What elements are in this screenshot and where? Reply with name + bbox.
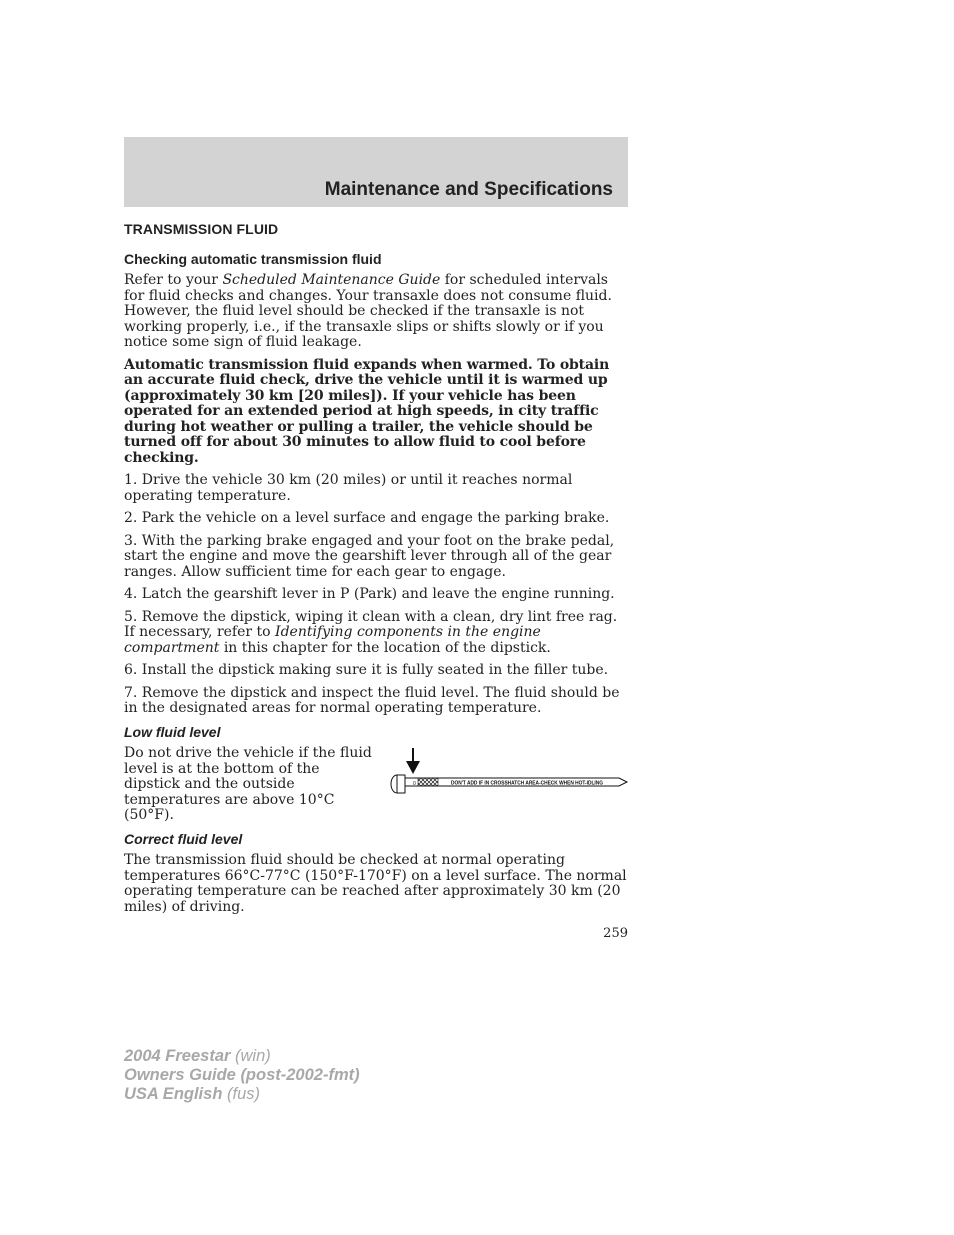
step-2: 2. Park the vehicle on a level surface and engage the parking brake. <box>124 510 610 526</box>
page-number: 259 <box>603 926 628 941</box>
subsection-title: Checking automatic transmission fluid <box>124 250 382 267</box>
correct-fluid-text: The transmission fluid should be checked at normal operating temperatures 66°C-77°C (150°F-170°F) on a level surface. The normal operating temperature can be reached after approximately 30 km (20 miles) of driving. <box>124 852 627 915</box>
warning-paragraph: Automatic transmission fluid expands when warmed. To obtain an accurate fluid check, drive the vehicle until it is warmed up (approximately 30 km [20 miles]). If your vehicle has been operated for an extended period at high speeds, in city traffic during hot weather or pulling a trailer, the vehicle should be turned off for about 30 minutes to allow fluid to cool before checking. <box>124 356 610 466</box>
svg-text:0: 0 <box>413 781 416 787</box>
correct-fluid-heading: Correct fluid level <box>124 830 243 847</box>
dipstick-illustration <box>389 746 629 806</box>
step-4: 4. Latch the gearshift lever in P (Park) and leave the engine running. <box>124 586 615 602</box>
section-title: TRANSMISSION FLUID <box>124 221 279 237</box>
arrow-down-icon <box>406 748 420 774</box>
low-fluid-block <box>124 746 629 824</box>
low-fluid-text: Do not drive the vehicle if the fluid level is at the bottom of the dipstick and the outside temperatures are above 10°C (50°F). <box>124 745 372 823</box>
low-fluid-heading: Low fluid level <box>124 723 221 740</box>
header-bar <box>124 137 628 207</box>
engine-compartment-reference: Identifying components in the engine compartment <box>124 624 541 656</box>
dipstick-svg <box>389 746 629 806</box>
step-1: 1. Drive the vehicle 30 km (20 miles) or until it reaches normal operating temperature. <box>124 472 573 504</box>
footer-line-2: Owners Guide (post-2002-fmt) <box>124 1066 360 1084</box>
dipstick-label: DON'T ADD IF IN CROSSHATCH AREA-CHECK WHEN HOT-IDLING <box>451 780 603 787</box>
step-7: 7. Remove the dipstick and inspect the fluid level. The fluid should be in the designated areas for normal operating temperature. <box>124 684 620 716</box>
main-content <box>124 220 629 922</box>
page-section-title: Maintenance and Specifications <box>324 179 613 200</box>
intro-paragraph: Refer to your Scheduled Maintenance Guide for scheduled intervals for fluid checks and changes. Your transaxle does not consume fluid. However, the fluid level should be checked if the transaxle is not working properly, i.e., if the transaxle slips or shifts slowly or if you notice some sign of fluid leakage. <box>124 272 612 350</box>
document-footer <box>124 1047 360 1104</box>
guide-reference: Scheduled Maintenance Guide <box>222 272 441 288</box>
footer-line-1: 2004 Freestar (win) <box>124 1047 271 1065</box>
step-6: 6. Install the dipstick making sure it is fully seated in the filler tube. <box>124 662 609 678</box>
footer-line-3: USA English (fus) <box>124 1085 260 1103</box>
step-3: 3. With the parking brake engaged and your foot on the brake pedal, start the engine and move the gearshift lever through all of the gear ranges. Allow sufficient time for each gear to engage. <box>124 532 615 580</box>
dipstick-icon <box>391 775 627 793</box>
step-5: 5. Remove the dipstick, wiping it clean with a clean, dry lint free rag. If necessary, refer to Identifying components in the engine compartment in this chapter for the location of the dipstick. <box>124 608 618 656</box>
